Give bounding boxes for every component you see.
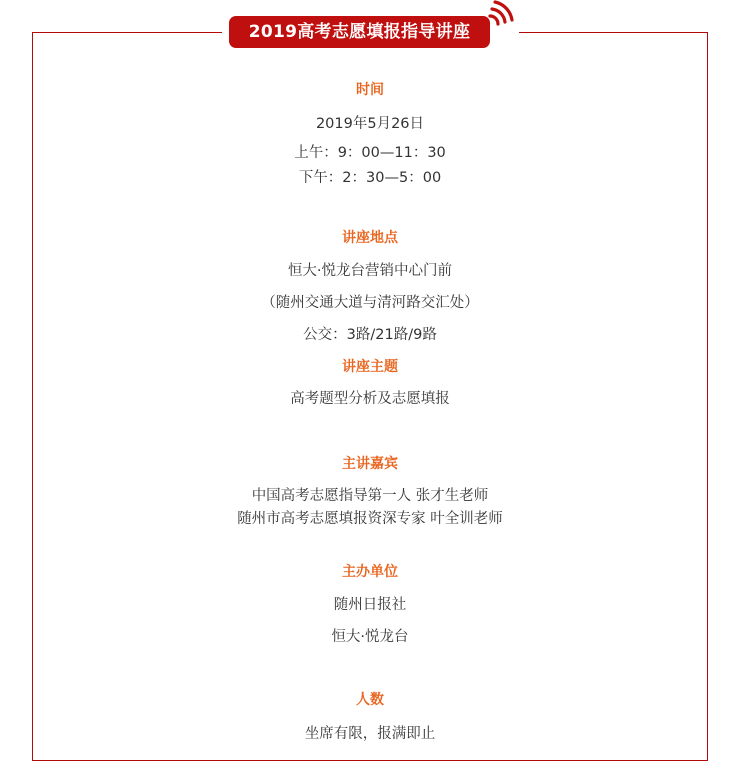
time-morning: 上午：9：00—11：30 xyxy=(294,145,446,161)
speaker-1: 中国高考志愿指导第一人 张才生老师 xyxy=(251,488,489,504)
topic-text: 高考题型分析及志愿填报 xyxy=(290,391,450,407)
organizer-2: 恒大·悦龙台 xyxy=(331,629,409,645)
attendance-text: 坐席有限，报满即止 xyxy=(304,726,436,742)
venue-address: （随州交通大道与清河路交汇处） xyxy=(261,295,479,311)
speakers-heading: 主讲嘉宾 xyxy=(342,456,398,472)
topic-heading: 讲座主题 xyxy=(342,359,398,375)
signal-waves-icon xyxy=(484,0,520,30)
speaker-2: 随州市高考志愿填报资深专家 叶全训老师 xyxy=(237,511,503,527)
attendance-heading: 人数 xyxy=(356,692,384,708)
page-title: 2019高考志愿填报指导讲座 xyxy=(229,16,490,48)
organizers-heading: 主办单位 xyxy=(342,564,398,580)
time-date: 2019年5月26日 xyxy=(315,116,425,132)
time-heading: 时间 xyxy=(356,82,384,98)
organizer-1: 随州日报社 xyxy=(333,597,407,613)
venue-heading: 讲座地点 xyxy=(342,230,398,246)
time-afternoon: 下午：2：30—5：00 xyxy=(298,170,442,186)
venue-bus: 公交：3路/21路/9路 xyxy=(303,327,437,343)
venue-name: 恒大·悦龙台营销中心门前 xyxy=(287,263,453,279)
